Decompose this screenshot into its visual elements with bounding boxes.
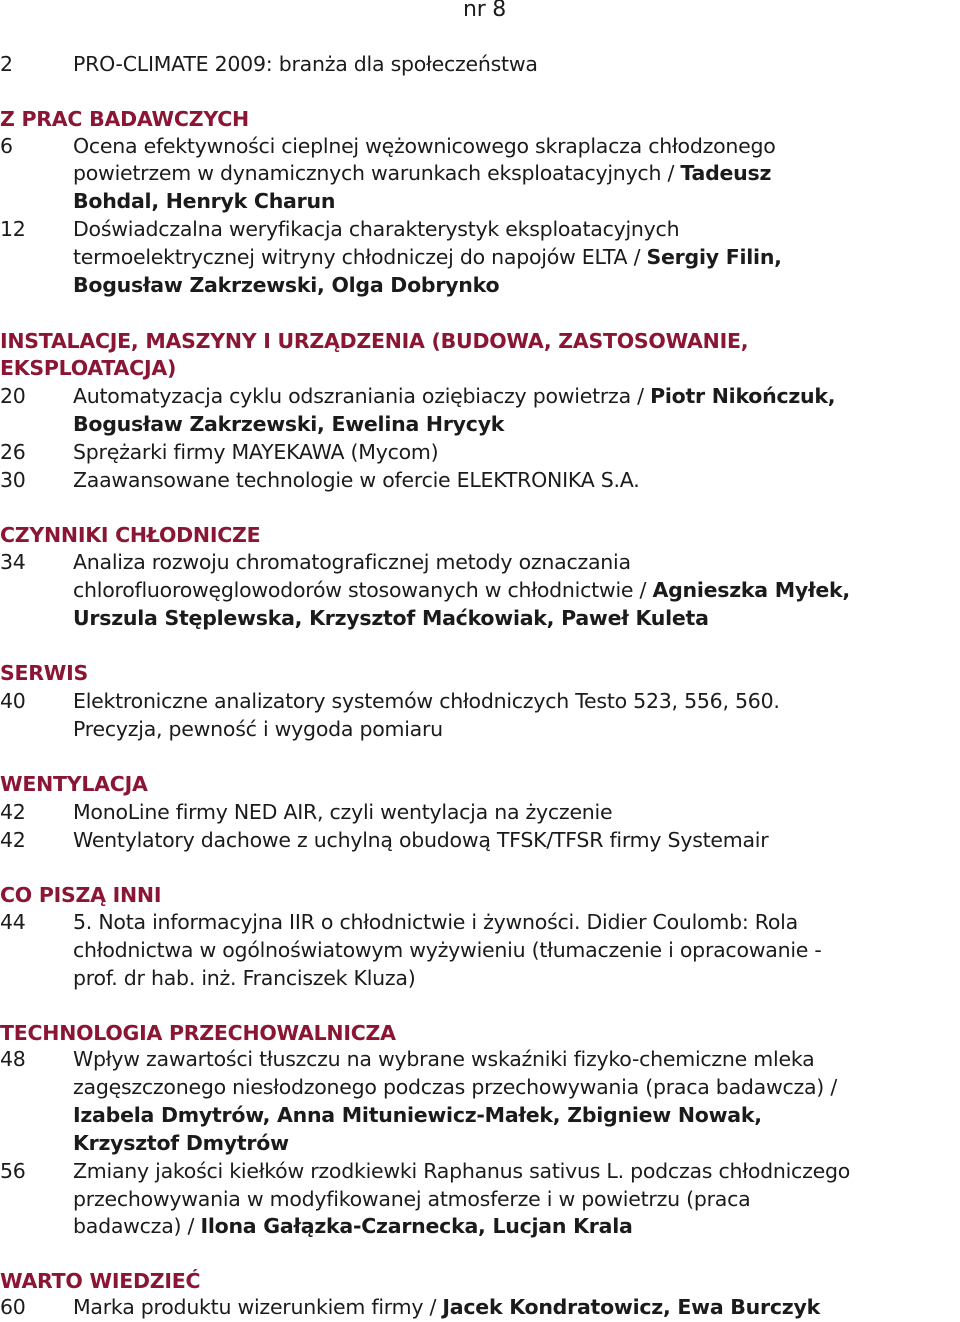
page-number: 26 [0, 440, 26, 464]
page-number: 48 [0, 1047, 26, 1071]
section-heading-refrigerants: CZYNNIKI CHŁODNICZE [0, 523, 261, 547]
entry-title: Doświadczalna weryfikacja charakterystyk eksploatacyjnych [73, 217, 680, 241]
entry-title: Zmiany jakości kiełków rzodkiewki Raphanus sativus L. podczas chłodniczego [73, 1159, 851, 1183]
entry-authors: Bogusław Zakrzewski, Olga Dobrynko [73, 273, 500, 297]
section-heading-ventilation: WENTYLACJA [0, 772, 148, 796]
page-number: 34 [0, 550, 26, 574]
entry-title-cont: termoelektrycznej witryny chłodniczej do napojów ELTA / [73, 245, 647, 269]
entry-title: Marka produktu wizerunkiem firmy / [73, 1295, 443, 1319]
entry-title: Wentylatory dachowe z uchylną obudową TFSK/TFSR firmy Systemair [73, 828, 769, 852]
entry-title: Sprężarki firmy MAYEKAWA (Mycom) [73, 440, 439, 464]
toc-entry-42a[interactable] [0, 799, 612, 827]
toc-entry-6[interactable] [0, 133, 776, 161]
entry-continuation: zagęszczonego niesłodzonego podczas przechowywania (praca badawcza) / [73, 1075, 837, 1099]
entry-continuation: przechowywania w modyfikowanej atmosferze i w powietrzu (praca [73, 1187, 751, 1211]
entry-continuation [73, 577, 850, 605]
entry-continuation: chłodnictwa w ogólnoświatowym wyżywieniu (tłumaczenie i opracowanie - [73, 938, 822, 962]
entry-title-cont: powietrzem w dynamicznych warunkach eksploatacyjnych / [73, 161, 681, 185]
page-number: 42 [0, 828, 26, 852]
page-number: 20 [0, 384, 26, 408]
entry-title-cont: chlorofluorowęglowodorów stosowanych w chłodnictwie / [73, 578, 653, 602]
toc-entry-12[interactable] [0, 216, 679, 244]
toc-entry-40[interactable] [0, 688, 780, 716]
page-number: 44 [0, 910, 26, 934]
issue-number: nr 8 [463, 0, 506, 22]
entry-authors: Ilona Gałązka-Czarnecka, Lucjan Krala [200, 1214, 633, 1238]
toc-entry-20[interactable] [0, 383, 835, 411]
entry-authors: Tadeusz [680, 161, 772, 185]
toc-entry-48[interactable] [0, 1046, 814, 1074]
entry-authors: Jacek Kondratowicz, Ewa Burczyk [442, 1295, 820, 1319]
entry-authors: Bohdal, Henryk Charun [73, 189, 336, 213]
entry-title: Analiza rozwoju chromatograficznej metody oznaczania [73, 550, 631, 574]
section-heading-research: Z PRAC BADAWCZYCH [0, 107, 249, 131]
entry-title: Ocena efektywności cieplnej wężownicowego skraplacza chłodzonego [73, 134, 776, 158]
page-number: 30 [0, 468, 26, 492]
entry-authors: Agnieszka Myłek, [652, 578, 850, 602]
section-heading-storage-technology: TECHNOLOGIA PRZECHOWALNICZA [0, 1021, 396, 1045]
entry-continuation: prof. dr hab. inż. Franciszek Kluza) [73, 966, 416, 990]
section-heading-installations-cont: EKSPLOATACJA) [0, 356, 177, 380]
entry-continuation: Precyzja, pewność i wygoda pomiaru [73, 717, 443, 741]
entry-title: MonoLine firmy NED AIR, czyli wentylacja na życzenie [73, 800, 613, 824]
entry-authors: Urszula Stęplewska, Krzysztof Maćkowiak, Paweł Kuleta [73, 606, 709, 630]
toc-entry-30[interactable] [0, 467, 639, 495]
entry-title: 5. Nota informacyjna IIR o chłodnictwie i żywności. Didier Coulomb: Rola [73, 910, 798, 934]
entry-authors: Izabela Dmytrów, Anna Mituniewicz-Małek, Zbigniew Nowak, [73, 1103, 762, 1127]
entry-continuation [73, 1213, 633, 1241]
page-number: 2 [0, 52, 13, 76]
toc-entry-56[interactable] [0, 1158, 850, 1186]
page-number: 60 [0, 1295, 26, 1319]
page-number: 6 [0, 134, 13, 158]
entry-authors: Piotr Nikończuk, [650, 384, 836, 408]
entry-title-cont: badawcza) / [73, 1214, 201, 1238]
page-number: 56 [0, 1159, 26, 1183]
section-heading-service: SERWIS [0, 661, 89, 685]
section-heading-worth-knowing: WARTO WIEDZIEĆ [0, 1269, 201, 1293]
toc-entry-42b[interactable] [0, 827, 768, 855]
entry-authors: Krzysztof Dmytrów [73, 1131, 289, 1155]
page-number: 40 [0, 689, 26, 713]
section-heading-others-write: CO PISZĄ INNI [0, 883, 162, 907]
entry-authors: Bogusław Zakrzewski, Ewelina Hrycyk [73, 412, 505, 436]
entry-authors: Sergiy Filin, [646, 245, 782, 269]
lead-entry[interactable] [0, 51, 538, 79]
page-number: 12 [0, 217, 26, 241]
entry-continuation [73, 244, 782, 272]
entry-title: Automatyzacja cyklu odszraniania oziębiaczy powietrza / [73, 384, 651, 408]
toc-entry-44[interactable] [0, 909, 798, 937]
toc-entry-60[interactable] [0, 1294, 820, 1322]
toc-entry-34[interactable] [0, 549, 631, 577]
entry-title: Zaawansowane technologie w ofercie ELEKTRONIKA S.A. [73, 468, 640, 492]
entry-title: Elektroniczne analizatory systemów chłodniczych Testo 523, 556, 560. [73, 689, 780, 713]
entry-title: PRO-CLIMATE 2009: branża dla społeczeństwa [73, 52, 538, 76]
toc-entry-26[interactable] [0, 439, 438, 467]
entry-continuation [73, 160, 771, 188]
entry-title: Wpływ zawartości tłuszczu na wybrane wskaźniki fizyko-chemiczne mleka [73, 1047, 815, 1071]
section-heading-installations: INSTALACJE, MASZYNY I URZĄDZENIA (BUDOWA, ZASTOSOWANIE, [0, 329, 749, 353]
page-number: 42 [0, 800, 26, 824]
